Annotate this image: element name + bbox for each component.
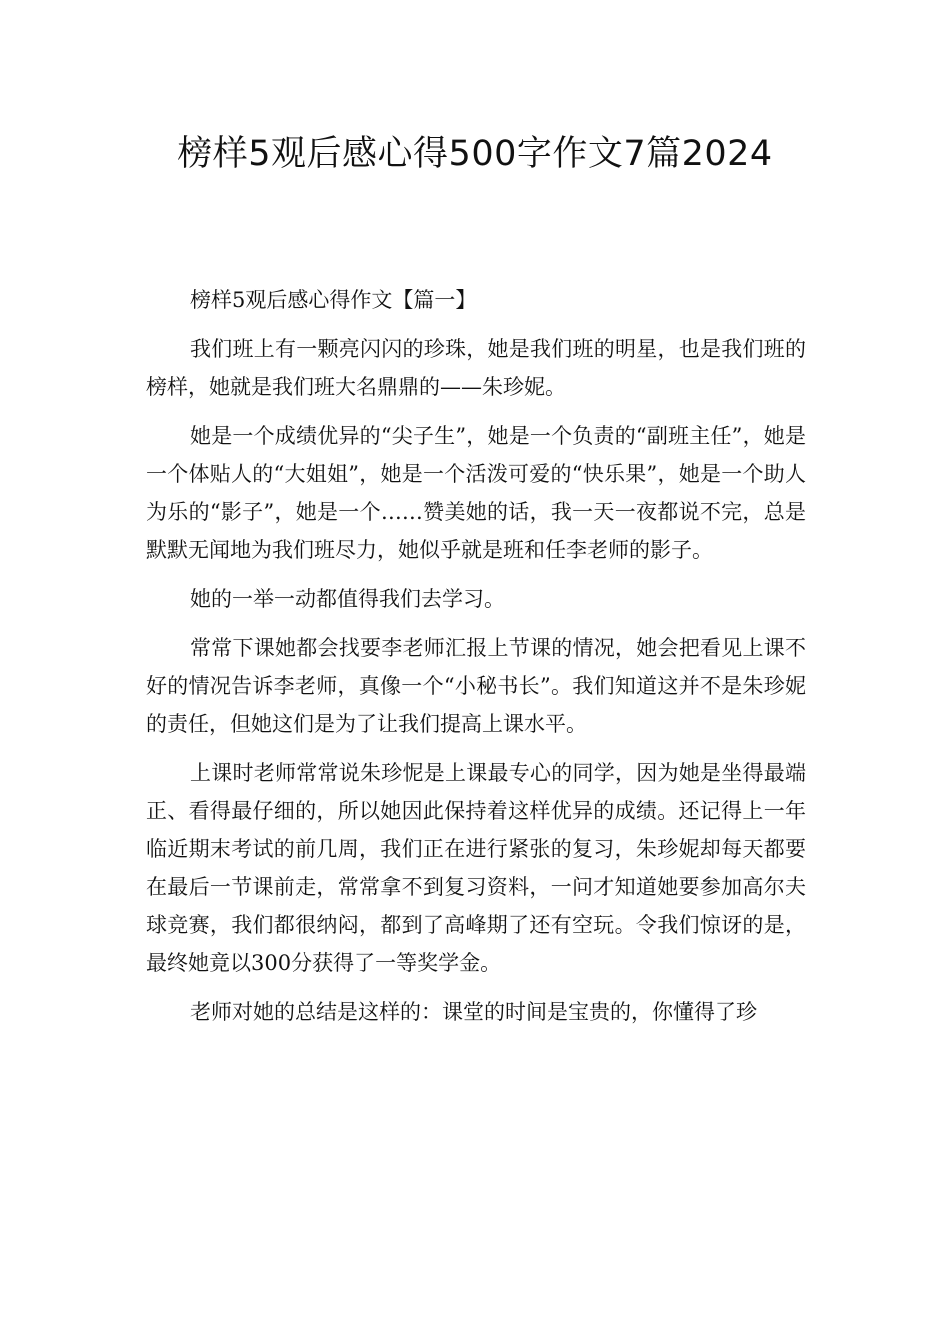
document-body xyxy=(146,281,806,1042)
paragraph: 她的一举一动都值得我们去学习。 xyxy=(190,587,505,611)
paragraph: 老师对她的总结是这样的：课堂的时间是宝贵的，你懂得了珍 xyxy=(190,1000,757,1024)
section-heading: 榜样5观后感心得作文【篇一】 xyxy=(190,288,477,312)
document-title: 榜样5观后感心得500字作文7篇2024 xyxy=(177,134,773,174)
paragraph: 常常下课她都会找要李老师汇报上节课的情况，她会把看见上课不好的情况告诉李老师，真像一个“小秘书长”。我们知道这并不是朱珍妮的责任，但她这们是为了让我们提高上课水平。 xyxy=(146,636,806,736)
paragraph: 上课时老师常常说朱珍怩是上课最专心的同学，因为她是坐得最端正、看得最仔细的，所以她因此保持着这样优异的成绩。还记得上一年临近期末考试的前几周，我们正在进行紧张的复习，朱珍妮却每天都要在最后一节课前走，常常拿不到复习资料，一问才知道她要参加高尔夫球竞赛，我们都很纳闷，都到了高峰期了还有空玩。令我们惊讶的是，最终她竟以300分获得了一等奖学金。 xyxy=(146,761,806,975)
paragraph: 她是一个成绩优异的“尖子生”，她是一个负责的“副班主任”，她是一个体贴人的“大姐姐”，她是一个活泼可爱的“快乐果”，她是一个助人为乐的“影子”，她是一个……赞美她的话，我一天一夜都说不完，总是默默无闻地为我们班尽力，她似乎就是班和任李老师的影子。 xyxy=(146,424,806,562)
paragraph: 我们班上有一颗亮闪闪的珍珠，她是我们班的明星，也是我们班的榜样，她就是我们班大名鼎鼎的——朱珍妮。 xyxy=(146,337,806,399)
